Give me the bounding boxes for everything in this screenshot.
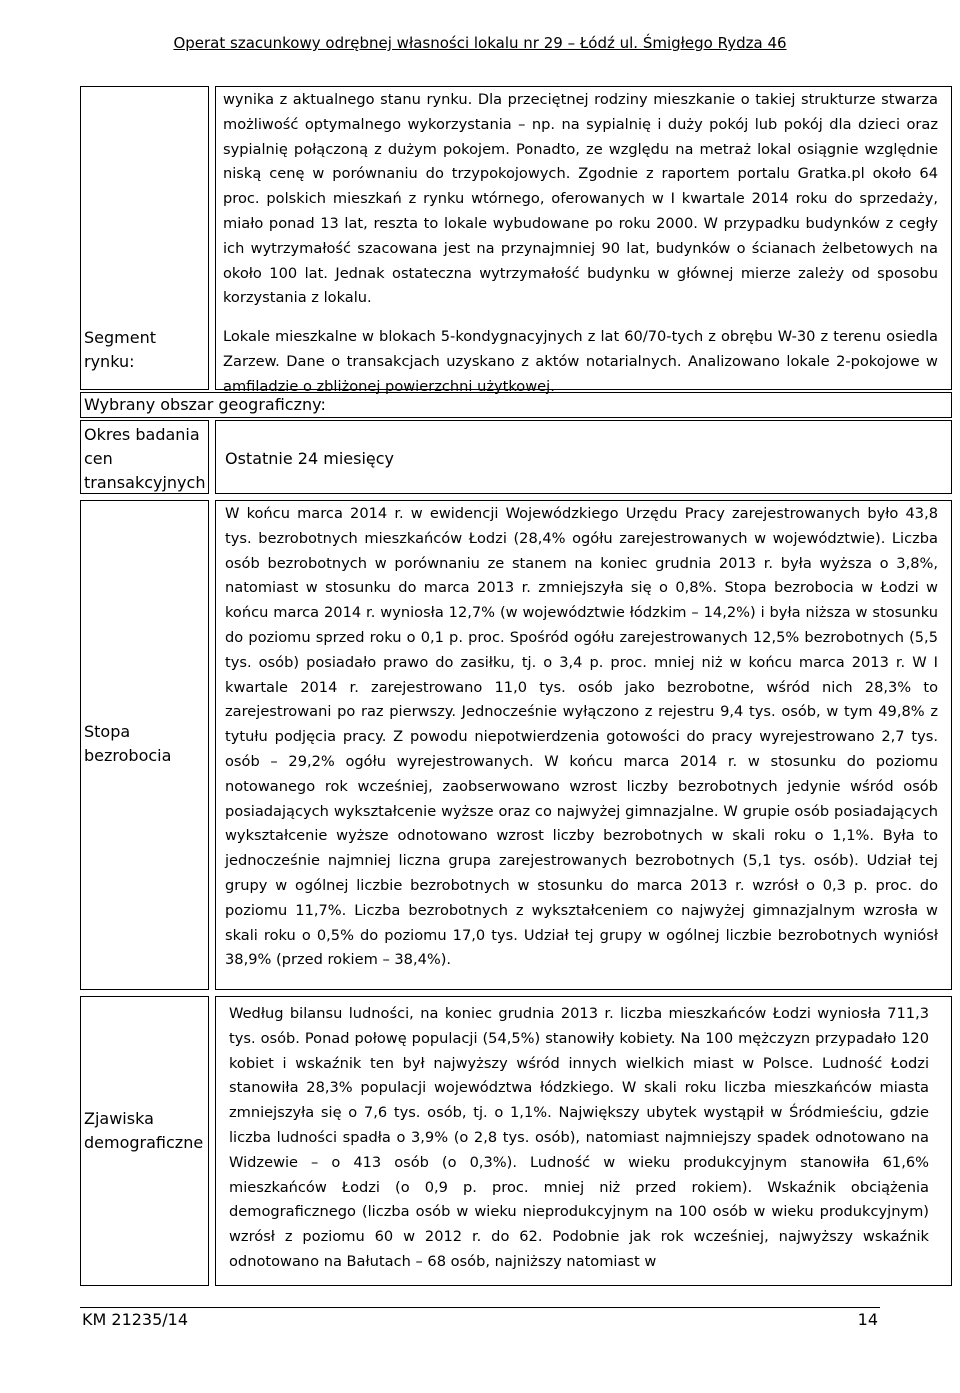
page-footer xyxy=(80,1307,880,1334)
area-label: Wybrany obszar geograficzny: xyxy=(84,395,326,414)
demography-label-line1: Zjawiska xyxy=(84,1109,154,1128)
segment-label-line2: rynku: xyxy=(84,352,135,371)
unemployment-label-line2: bezrobocia xyxy=(84,746,172,765)
segment-text xyxy=(223,88,938,400)
footer-page-number: 14 xyxy=(857,1310,878,1329)
header-title: Operat szacunkowy odrębnej własności lokalu nr 29 – Łódź ul. Śmigłego Rydza 46 xyxy=(173,34,787,52)
period-label-line3: transakcyjnych xyxy=(84,473,206,492)
segment-paragraph-2: Lokale mieszkalne w blokach 5-kondygnacyjnych z lat 60/70-tych z obrębu W-30 z terenu osiedla Zarzew. Dane o transakcjach uzyskano z aktów notarialnych. Analizowano lokale 2-pokojowe w amfiladzie o zbliżonej powierzchni użytkowej. xyxy=(223,328,938,395)
footer-document-code: KM 21235/14 xyxy=(82,1310,189,1329)
period-text: Ostatnie 24 miesięcy xyxy=(225,449,395,468)
demography-label-line2: demograficzne xyxy=(84,1133,204,1152)
unemployment-label xyxy=(84,720,171,768)
unemployment-text: W końcu marca 2014 r. w ewidencji Wojewódzkiego Urzędu Pracy zarejestrowanych było 43,8 tys. bezrobotnych mieszkańców Łodzi (28,4% ogółu zarejestrowanych w województwie). Liczba osób bezrobotnych w porównaniu ze stanem na koniec grudnia 2013 r. była wyższa o 3,8%, natomiast w stosunku do marca 2013 r. zmniejszyła się o 0,8%. Stopa bezrobocia w Łodzi w końcu marca 2014 r. wyniosła 12,7% (w województwie łódzkim – 14,2%) i była niższa w stosunku do poziomu sprzed roku o 0,1 p. proc. Spośród ogółu zarejestrowanych 12,5% bezrobotnych (5,5 tys. osób) posiadało prawo do zasiłku, tj. o 3,4 p. proc. mniej niż w końcu marca 2013 r. W I kwartale 2014 r. zarejestrowano 11,0 tys. osób jako bezrobotne, wśród nich 28,3% to zarejestrowani po raz pierwszy. Jednocześnie wyłączono z rejestru 9,4 tys. osób, w tym 49,8% z tytułu podjęcia pracy. Z powodu niepotwierdzenia gotowości do pracy wyrejestrowano 2,7 tys. osób – 29,2% ogółu wyrejestrowanych. W końcu marca 2014 r. w stosunku do poziomu notowanego rok wcześniej, zaobserwowano wzrost liczby bezrobotnych jedynie wśród osób posiadających wykształcenie wyższe oraz co najwyżej gimnazjalne. W grupie osób posiadających wykształcenie wyższe odnotowano wzrost liczby bezrobotnych w skali roku o 1,1%. Była to jednocześnie najmniej liczna grupa zarejestrowanych bezrobotnych (5,1 tys. osób). Udział tej grupy w ogólnej liczbie bezrobotnych w stosunku do marca 2013 r. wzrósł o 0,3 p. proc. do poziomu 11,7%. Liczba bezrobotnych z wykształceniem co najwyżej gimnazjalnym wzrosła w skali roku o 0,5% do poziomu 17,0 tys. Udział tej grupy w ogólnej liczbie bezrobotnych wyniósł 38,9% (przed rokiem – 38,4%). xyxy=(225,505,938,969)
demography-text: Według bilansu ludności, na koniec grudnia 2013 r. liczba mieszkańców Łodzi wyniosła 711,3 tys. osób. Ponad połowę populacji (54,5%) stanowiły kobiety. Na 100 mężczyzn przypadało 120 kobiet i wskaźnik ten był najwyższy wśród innych wielkich miast w Polsce. Ludność Łodzi stanowiła 28,3% populacji województwa łódzkiego. W skali roku liczba mieszkańców miasta zmniejszyła się o 7,6 tys. osób, tj. o 1,1%. Największy ubytek wystąpił w Śródmieściu, gdzie liczba ludności spadła o 3,9% (o 2,8 tys. osób), natomiast najmniejszy spadek odnotowano na Widzewie – o 413 osób (o 0,3%). Ludność w wieku produkcyjnym stanowiła 61,6% mieszkańców Łodzi (o 0,9 p. proc. mniej niż przed rokiem). Wskaźnik obciążenia demograficznego (liczba osób w wieku nieprodukcyjnym na 100 osób w wieku produkcyjnym) wzrósł z poziomu 60 w 2012 r. do 62. Podobnie jak rok wcześniej, najwyższy wskaźnik odnotowano na Bałutach – 68 osób, najniższy natomiast w xyxy=(229,1005,929,1270)
segment-label-line1: Segment xyxy=(84,328,156,347)
period-label-line1: Okres badania xyxy=(84,425,200,444)
segment-paragraph-1: wynika z aktualnego stanu rynku. Dla przeciętnej rodziny mieszkanie o takiej strukturze stwarza możliwość optymalnego wykorzystania – np. na sypialnię i duży pokój lub pokój dla dzieci oraz sypialnię połączoną z dużym pokojem. Ponadto, ze względu na metraż lokal osiągnie względnie niską cenę w porównaniu do trzypokojowych. Zgodnie z raportem portalu Gratka.pl około 64 proc. polskich mieszkań z rynku wtórnego, oferowanych w I kwartale 2014 roku do sprzedaży, miało ponad 13 lat, reszta to lokale wybudowane po roku 2000. W przypadku budynków z cegły ich wytrzymałość szacowana jest na przynajmniej 90 lat, budynków o ścianach żelbetowych na około 100 lat. Jednak ostateczna wytrzymałość budynku w głównej mierze zależy od sposobu korzystania z lokalu. xyxy=(223,91,938,307)
segment-label xyxy=(84,326,156,374)
period-label xyxy=(84,423,205,495)
document-header xyxy=(0,34,960,52)
demography-label xyxy=(84,1107,203,1155)
unemployment-label-line1: Stopa xyxy=(84,722,131,741)
period-label-line2: cen xyxy=(84,449,113,468)
